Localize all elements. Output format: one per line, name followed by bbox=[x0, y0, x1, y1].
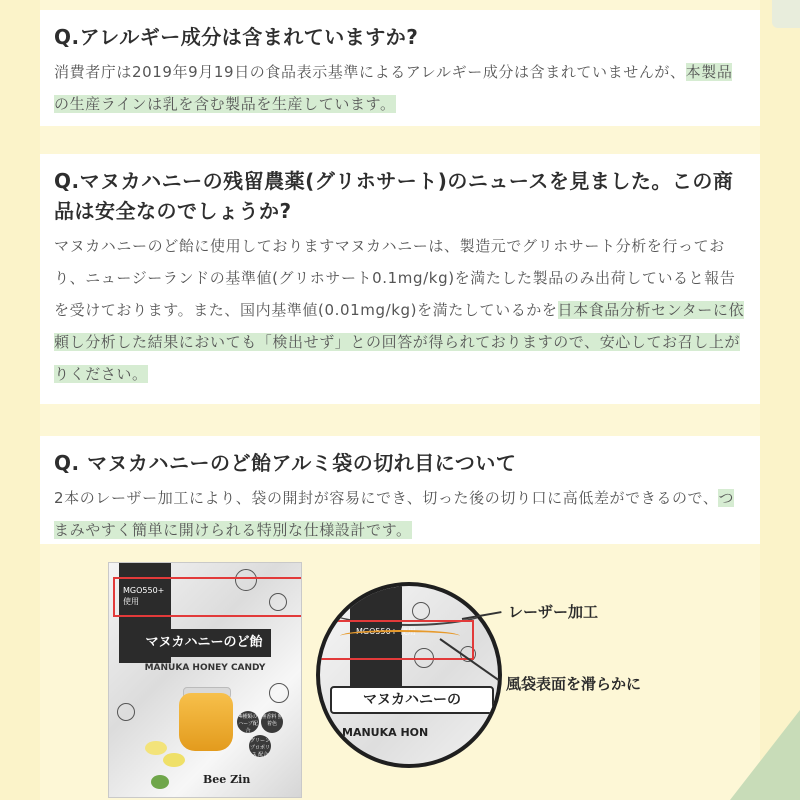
product-package-image bbox=[108, 562, 302, 798]
answer-highlight: つまみやすく簡単に開けられる特別な仕様設計です。 bbox=[54, 489, 735, 539]
laser-cut-highlight-box bbox=[113, 577, 302, 617]
faq-question: Q.マヌカハニーの残留農薬(グリホサート)のニュースを見ました。この商品は安全なのでしょうか? bbox=[54, 169, 734, 223]
callout-surface-label: 風袋表面を滑らかに bbox=[506, 675, 642, 693]
flower-doodle-icon bbox=[117, 703, 135, 721]
badge-herb: 4種類のハーブ配合 bbox=[237, 711, 259, 733]
zoom-mgo-label: MGO550+ 使用 bbox=[356, 627, 416, 636]
answer-highlight: 本製品の生産ラインは乳を含む製品を生産しています。 bbox=[54, 63, 733, 113]
background-right-band bbox=[760, 0, 800, 800]
badge-no-additives: 無香料 無着色 bbox=[261, 711, 283, 733]
flower-doodle-icon bbox=[412, 602, 430, 620]
zoom-english-title: MANUKA HON bbox=[342, 726, 429, 739]
callout-laser-label: レーザー加工 bbox=[508, 603, 599, 621]
honey-jar-icon bbox=[179, 693, 233, 751]
faq-answer bbox=[54, 230, 746, 390]
zoom-package-title: マヌカハニーの bbox=[330, 686, 494, 714]
package-title: マヌカハニーのど飴 bbox=[137, 629, 271, 657]
background-left-band bbox=[0, 0, 40, 800]
faq-answer bbox=[54, 482, 746, 546]
corner-decoration-bottom bbox=[730, 710, 800, 800]
faq-question: Q. マヌカハニーのど飴アルミ袋の切れ目について bbox=[54, 451, 517, 475]
corner-decoration-top bbox=[772, 0, 800, 28]
faq-card-pesticide bbox=[40, 154, 760, 404]
answer-text: マヌカハニーのど飴に使用しておりますマヌカハニーは、製造元でグリホサート分析を行っており、ニュージーランドの基準値(グリホサート0.1mg/kg)を満たした製品のみ出荷していると報告を受けております。また、国内基準値(0.01mg/kg)を満たしているかを bbox=[54, 237, 736, 319]
candy-icon bbox=[145, 741, 167, 755]
package-english-title: MANUKA HONEY CANDY bbox=[144, 663, 266, 673]
candy-icon bbox=[163, 753, 185, 767]
package-mgo-label: MGO550+ 使用 bbox=[123, 586, 165, 606]
faq-card-allergy bbox=[40, 10, 760, 126]
brand-name: Bee Zin bbox=[203, 773, 251, 786]
answer-text: 消費者庁は2019年9月19日の食品表示基準によるアレルギー成分は含まれていませんが、 bbox=[54, 63, 686, 81]
brand-logo-icon bbox=[151, 775, 169, 789]
answer-highlight: 日本食品分析センターに依頼し分析した結果においても「検出せず」との回答が得られておりますので、安心してお召し上がりください。 bbox=[54, 301, 745, 383]
badge-propolis: グリーン プロポリス 配合 bbox=[249, 735, 271, 757]
flower-doodle-icon bbox=[269, 683, 289, 703]
zoom-detail-circle bbox=[316, 582, 502, 768]
faq-answer bbox=[54, 56, 746, 120]
faq-card-bag-cut bbox=[40, 436, 760, 544]
faq-question: Q.アレルギー成分は含まれていますか? bbox=[54, 25, 419, 49]
answer-text: 2本のレーザー加工により、袋の開封が容易にでき、切った後の切り口に高低差ができるので、 bbox=[54, 489, 719, 507]
